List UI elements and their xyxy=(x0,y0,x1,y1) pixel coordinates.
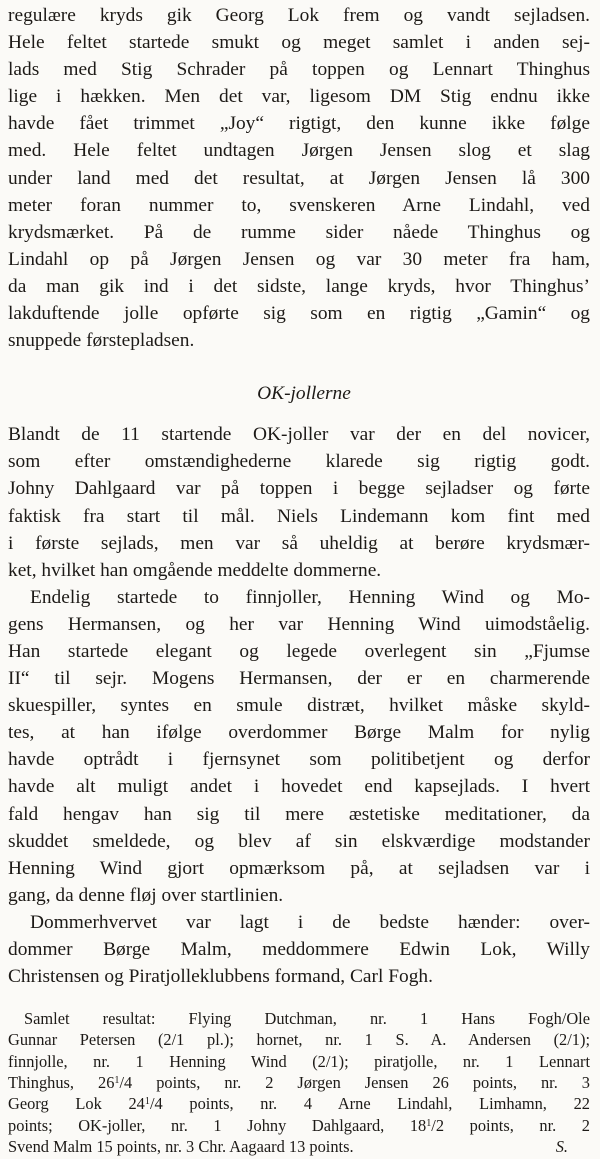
text-line: lige i hækken. Men det var, ligesom DM Stig endnu ikke xyxy=(8,86,590,108)
text-line: snuppede førstepladsen. xyxy=(8,330,195,352)
text-line: Dommerhvervet var lagt i de bedste hænder: over- xyxy=(30,911,590,933)
text-fragment: Georg Lok 24 xyxy=(8,1094,145,1114)
text-fragment: /4 points, nr. 4 Arne Lindahl, Limhamn, 22 xyxy=(149,1094,590,1114)
paragraph-judges xyxy=(8,909,590,990)
text-line: faktisk fra start til mål. Niels Lindemann kom fint med xyxy=(8,505,590,527)
text-line: Johny Dahlgaard var på toppen i begge sejladser og førte xyxy=(8,478,590,500)
text-fragment: /4 points, nr. 2 Jørgen Jensen 26 points, nr. 3 xyxy=(119,1073,590,1093)
text-line xyxy=(8,1072,590,1093)
text-fragment: points; OK-joller, nr. 1 Johny Dahlgaard, 18 xyxy=(8,1115,427,1135)
text-line: skuespiller, syntes en smule distræt, hvilket måske skyld- xyxy=(8,695,590,717)
text-line: lads med Stig Schrader på toppen og Lennart Thinghus xyxy=(8,59,590,81)
text-line: Gunnar Petersen (2/1 pl.); hornet, nr. 1 S. A. Andersen (2/1); xyxy=(8,1030,590,1050)
text-line: tes, at han ifølge overdommer Børge Malm for nylig xyxy=(8,722,590,744)
text-line: med. Hele feltet undtagen Jørgen Jensen slog et slag xyxy=(8,140,590,162)
text-line: gens Hermansen, og her var Henning Wind uimodståelig. xyxy=(8,613,590,635)
paragraph-ok-dinghies xyxy=(8,421,590,584)
text-line: II“ til sejr. Mogens Hermansen, der er en charmerende xyxy=(8,668,590,690)
text-line: lakduftende jolle opførte sig som en rigtig „Gamin“ og xyxy=(8,303,590,325)
text-line: krydsmærket. På de rumme sider nåede Thinghus og xyxy=(8,221,590,243)
text-line: Samlet resultat: Flying Dutchman, nr. 1 Hans Fogh/Ole xyxy=(24,1009,590,1029)
text-line xyxy=(8,1115,590,1136)
paragraph-race-report xyxy=(8,2,590,354)
text-fragment: Svend Malm 15 points, nr. 3 Chr. Aagaard 13 points. xyxy=(8,1136,354,1156)
text-line: som efter omstændighederne klarede sig rigtig godt. xyxy=(8,451,590,473)
text-line: Blandt de 11 startende OK-joller var der en del novicer, xyxy=(8,424,590,446)
text-line xyxy=(8,1136,590,1157)
section-heading: OK-jollerne xyxy=(257,383,351,405)
fraction-numerator: 1 xyxy=(144,1096,150,1108)
results-summary xyxy=(8,1008,590,1157)
fraction-numerator: 1 xyxy=(426,1117,432,1129)
text-line: gang, da denne fløj over startlinien. xyxy=(8,884,284,906)
text-line: skuddet smeldede, og blev af sin elskværdige modstander xyxy=(8,830,590,852)
text-line: havde alt muligt andet i hovedet end kapsejlads. I hvert xyxy=(8,776,590,798)
text-line: i første sejlads, men var så uheldig at berøre krydsmær- xyxy=(8,532,590,554)
text-line: da man gik ind i det sidste, lange kryds, hvor Thinghus’ xyxy=(8,275,590,297)
text-line: Henning Wind gjort opmærksom på, at sejladsen var i xyxy=(8,857,590,879)
text-line: meter foran nummer to, svenskeren Arne Lindahl, ved xyxy=(8,194,590,216)
text-line: regulære kryds gik Georg Lok frem og vandt sejladsen. xyxy=(8,5,590,26)
text-line: dommer Børge Malm, meddommere Edwin Lok, Willy xyxy=(8,939,590,960)
text-line: havde optrådt i fjernsynet som politibetjent og derfor xyxy=(8,749,590,771)
text-line: finnjolle, nr. 1 Henning Wind (2/1); piratjolle, nr. 1 Lennart xyxy=(8,1051,590,1071)
text-line: Christensen og Piratjolleklubbens formand, Carl Fogh. xyxy=(8,966,433,988)
text-line: under land med det resultat, at Jørgen Jensen lå 300 xyxy=(8,167,590,189)
fraction-numerator: 1 xyxy=(114,1075,120,1086)
paragraph-finn-dinghies xyxy=(8,584,590,909)
text-line: havde fået trimmet „Joy“ rigtigt, den kunne ikke følge xyxy=(8,113,590,135)
text-line: ket, hvilket han omgående meddelte dommerne. xyxy=(8,559,382,581)
text-line: Endelig startede to finnjoller, Henning Wind og Mo- xyxy=(30,586,590,608)
text-line: Hele feltet startede smukt og meget samlet i anden sej- xyxy=(8,32,590,54)
text-fragment: /2 points, nr. 2 xyxy=(431,1115,590,1135)
text-line: fald hengav han sig til mere æstetiske meditationer, da xyxy=(8,803,590,825)
signature: S. xyxy=(555,1136,568,1156)
text-line xyxy=(8,1093,590,1114)
text-fragment: Thinghus, 26 xyxy=(8,1073,115,1093)
text-line: Han startede elegant og legede overlegent sin „Fjumse xyxy=(8,640,590,662)
text-line: Lindahl op på Jørgen Jensen og var 30 meter fra ham, xyxy=(8,248,590,270)
